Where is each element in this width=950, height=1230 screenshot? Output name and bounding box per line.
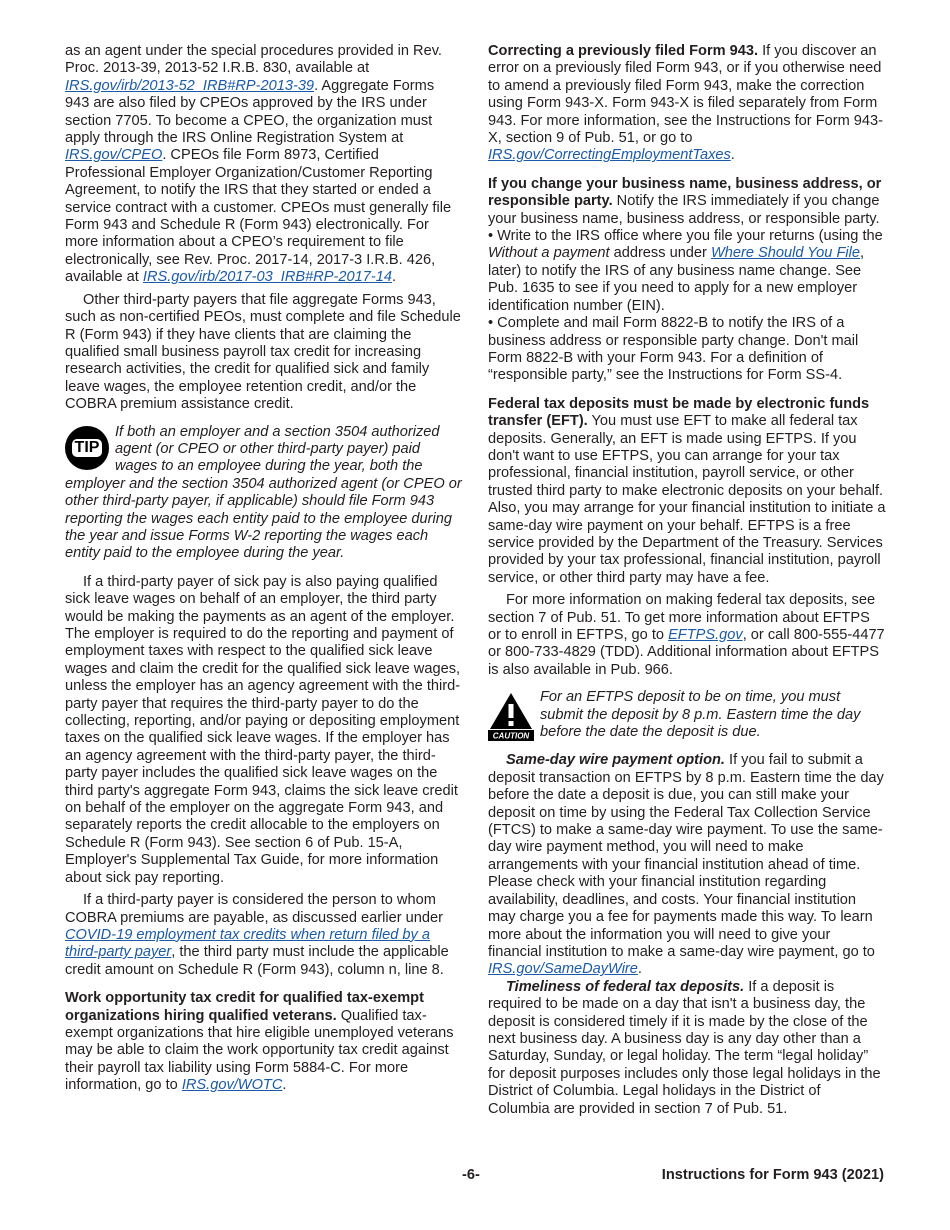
page-number: -6-	[462, 1167, 480, 1183]
bullet-write-irs: • Write to the IRS office where you file your returns (using the Without a payment address under Where Should You File, later) to notify the IRS of any business name change. See Pub. 1635 to see if you need to apply for a new employer identification number (EIN).	[488, 228, 883, 314]
rp-2017-14-link[interactable]: IRS.gov/irb/2017-03_IRB#RP-2017-14	[142, 269, 392, 286]
right-column	[488, 43, 886, 1118]
timeliness-paragraph: Timeliness of federal tax deposits. If a deposit is required to be made on a day that isn't a business day, the deposit is considered timely if it is made by the close of the next business day. A business day is any day other than a Saturday, Sunday, or legal holiday. The term “legal holiday” for deposit purposes includes only those legal holidays in the District of Columbia. Legal holidays in the District of Columbia are provided in section 7 of Pub. 51.	[488, 978, 881, 1117]
correcting-employment-taxes-link[interactable]: IRS.gov/CorrectingEmploymentTaxes	[488, 147, 731, 164]
wotc-heading: Work opportunity tax credit for qualified tax-exempt organizations hiring qualified veterans.	[65, 990, 424, 1024]
same-day-wire-link[interactable]: IRS.gov/SameDayWire	[488, 961, 638, 978]
svg-text:CAUTION: CAUTION	[492, 731, 530, 741]
irs-cpeo-link[interactable]: IRS.gov/CPEO	[65, 147, 163, 164]
other-third-party-paragraph: Other third-party payers that file aggregate Forms 943, such as non-certified PEOs, must complete and file Schedule R (Form 943) if they have clients that are claiming the qualified small business payroll tax credit for increasing research activities, the credit for qualified sick and family leave wages, the employee retention credit, and/or the COBRA premium assistance credit.	[65, 291, 461, 413]
eftps-info-paragraph: For more information on making federal tax deposits, see section 7 of Pub. 51. To get more information about EFTPS or to enroll in EFTPS, go to EFTPS.gov, or call 800-555-4477 or 800-733-4829 (TDD). Additional information about EFTPS is also available in Pub. 966.	[488, 592, 885, 678]
tip-note	[65, 424, 462, 563]
left-column	[65, 43, 462, 1095]
eftps-link[interactable]: EFTPS.gov	[668, 627, 743, 643]
rp-2013-39-link[interactable]: IRS.gov/irb/2013-52_IRB#RP-2013-39	[65, 77, 315, 94]
bullet-form-8822b: • Complete and mail Form 8822-B to notify the IRS of a business address or responsible party change. Don't mail Form 8822-B with your Form 943. For a definition of “responsible party,” see the Instructions for Form SS-4.	[488, 315, 859, 384]
wotc-paragraph: Work opportunity tax credit for qualified tax-exempt organizations hiring qualified veterans. Qualified tax-exempt organizations that hire eligible unemployed veterans may be able to claim the work opportunity tax credit against their payroll tax liability using Form 5884-C. For more information, go to IRS.gov/WOTC.	[65, 990, 454, 1094]
tip-icon: TIP	[65, 426, 109, 470]
agent-paragraph: as an agent under the special procedures provided in Rev. Proc. 2013-39, 2013-52 I.R.B. 830, available at IRS.gov/irb/2013-52_IRB#RP-2013-39. Aggregate Forms 943 are also filed by CPEOs approved by the IRS under section 7705. To become a CPEO, the organization must apply through the IRS Online Registration System at IRS.gov/CPEO. CPEOs file Form 8973, Certified Professional Employer Organization/Customer Reporting Agreement, to notify the IRS that they started or ended a service contract with a customer. CPEOs must generally file Form 943 and Schedule R (Form 943) electronically. For more information about a CPEO’s requirement to file electronically, see Rev. Proc. 2017-14, 2017-3 I.R.B. 426, available at IRS.gov/irb/2017-03_IRB#RP-2017-14.	[65, 43, 452, 286]
covid-credits-link[interactable]: COVID-19 employment tax credits when return filed by a third-party payer	[65, 926, 431, 961]
tip-text: If both an employer and a section 3504 authorized agent (or CPEO or other third-party payer) paid wages to an employee during the year, both the employer and the section 3504 authorized agent (or CPEO or other third-party payer, if applicable) should file Form 943 reporting the wages each entity paid to the employee during the year and issue Forms W-2 reporting the wages each entity paid to the employee during the year.	[65, 423, 462, 562]
timeliness-heading: Timeliness of federal tax deposits.	[506, 978, 745, 995]
eft-paragraph: Federal tax deposits must be made by electronic funds transfer (EFT). You must use EFT to make all federal tax deposits. Generally, an EFT is made using EFTPS. If you don't want to use EFTPS, you can arrange for your tax professional, financial institution, payroll service, or other trusted third party to make electronic deposits on your behalf. Also, you may arrange for your financial institution to initiate a same-day wire payment on your behalf. EFTPS is a free service provided by the Department of the Treasury. Services provided by your tax professional, financial institution, payroll service, or other third party may have a fee.	[488, 395, 886, 586]
where-should-you-file-link[interactable]: Where Should You File	[710, 245, 860, 262]
form-title: Instructions for Form 943 (2021)	[661, 1167, 884, 1183]
irs-wotc-link[interactable]: IRS.gov/WOTC	[181, 1077, 283, 1094]
cobra-paragraph: If a third-party payer is considered the person to whom COBRA premiums are payable, as discussed earlier under COVID-19 employment tax credits when return filed by a third-party payer, the third party must include the applicable credit amount on Schedule R (Form 943), column n, line 8.	[65, 892, 449, 978]
correcting-paragraph: Correcting a previously filed Form 943. If you discover an error on a previously filed Form 943, or if you otherwise need to amend a previously filed Form 943, make the correction using Form 943-X. Form 943-X is filed separately from Form 943. For more information, see the Instructions for Form 943-X, section 9 of Pub. 51, or go to IRS.gov/CorrectingEmploymentTaxes.	[488, 43, 884, 164]
eft-heading: Federal tax deposits must be made by electronic funds transfer (EFT).	[488, 395, 870, 430]
caution-note	[488, 689, 886, 741]
same-day-wire-paragraph: Same-day wire payment option. If you fail to submit a deposit transaction on EFTPS by 8 p.m. Eastern time the day before the date a deposit is due, you can still make your deposit on time by using the Federal Tax Collection Service (FTCS) to make a same-day wire payment. To use the same-day wire payment method, you will need to make arrangements with your financial institution ahead of time. Please check with your financial institution regarding availability, deadlines, and costs. Your financial institution may charge you a fee for payments made this way. To learn more about the information you will need to give your financial institution to make a same-day wire payment, go to IRS.gov/SameDayWire.	[488, 752, 884, 978]
caution-text: For an EFTPS deposit to be on time, you must submit the deposit by 8 p.m. Eastern time the day before the date the deposit is due.	[540, 689, 861, 741]
correcting-heading: Correcting a previously filed Form 943.	[488, 43, 759, 59]
caution-icon	[488, 691, 534, 741]
sick-pay-paragraph: If a third-party payer of sick pay is also paying qualified sick leave wages on behalf of an employer, the third party would be making the payments as an agent of the employer. The employer is required to do the reporting and payment of employment taxes with respect to the qualified sick leave wages and claim the credit for the qualified sick leave wages, unless the employer has an agency agreement with the third-party payer that requires the third-party payer to do the collecting, reporting, and/or paying or depositing employment taxes on the qualified sick leave wages. If the employer has an agency agreement with the third-party payer, the third-party payer includes the qualified sick leave wages on the third party's aggregate Form 943, claims the sick leave credit on behalf of the employer on the aggregate Form 943, and separately reports the credit allocable to the employers on Schedule R (Form 943). See section 6 of Pub. 15-A, Employer's Supplemental Tax Guide, for more information about sick pay reporting.	[65, 573, 461, 886]
change-business-paragraph: If you change your business name, business address, or responsible party. Notify the IRS immediately if you change your business name, business address, or responsible party.	[488, 175, 882, 227]
same-day-wire-heading: Same-day wire payment option.	[506, 752, 725, 769]
change-business-heading: If you change your business name, business address, or responsible party.	[488, 175, 882, 210]
